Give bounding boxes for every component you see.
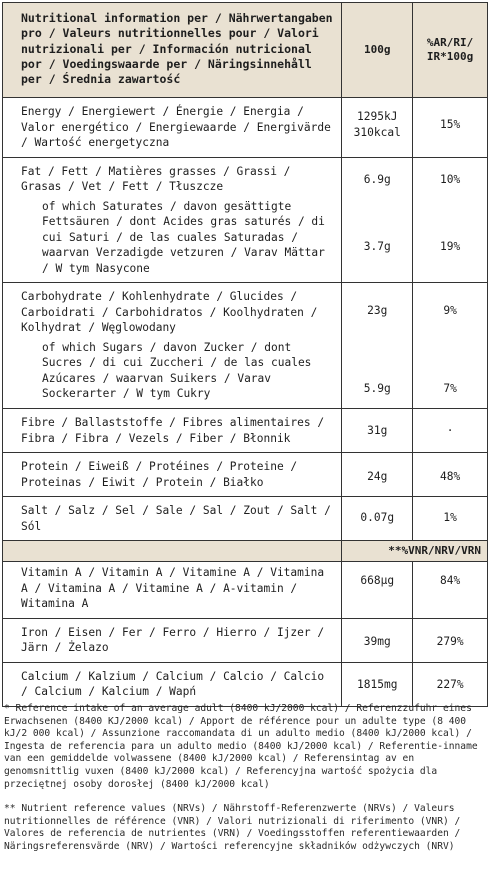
column-header-amount: 100g [363, 43, 391, 56]
sub-nutrient-percent: 7% [443, 382, 457, 396]
header-ri-cell [413, 3, 488, 98]
nutrient-value: 1295kJ 310kcal [353, 110, 401, 139]
nrv-footnote: ** Nutrient reference values (NRVs) / Nährstoff-Referenzwerte (NRVs) / Valeurs nutritionnelles de référence (VNR) / Valori nutrizionali di riferimento (VNR) / Valores de referencia de nutrientes (VRN) / Voedingsstoffen referentiewaarden / Näringsreferensvärde (NRV) / Wartości referencyjne składników odżywczych (NRV) [4, 803, 461, 852]
reference-intake-footnote: * Reference intake of an average adult (8400 kJ/2000 kcal) / Referenzzufuhr eines Erwachsenen (8400 KJ/2000 kcal) / Apport de référence pour un adulte type (8 400 kJ/2 000 kcal) / Assunzione raccomandata di un adulto medio (8400 kJ/2000 kcal) / Ingesta de referencia para un adulto medio (8400 kJ/2000 kcal) / Referentie-inname van een gemiddelde volwassene (8400 kJ/2000 kcal) / Referensintag av en genomsnittlig vuxen (8400 kJ/2000 kcal) / Referencyjna wartość spożycia dla przeciętnej osoby dorosłej (8400 kJ/2000 kcal) [4, 703, 478, 790]
table-row [3, 98, 488, 158]
nutrient-label: Carbohydrate / Kohlenhydrate / Glucides / Carboidrati / Carbohidratos / Koolhydraten / Kolhydrat / Węglowodany [21, 290, 318, 335]
nutrient-label: Energy / Energiewert / Énergie / Energia / Valor energético / Energiewaarde / Energivärde / Wartość energetyczna [21, 105, 331, 150]
table-row [3, 662, 488, 706]
nutrition-table [2, 2, 488, 707]
column-header-ri: %AR/RI/ IR*100g [426, 36, 474, 63]
table-row [3, 562, 488, 619]
sub-nutrient-value: 5.9g [363, 382, 391, 396]
sub-nutrient-label: of which Saturates / davon gesättigte Fettsäuren / dont Acides gras saturés / di cui Saturi / de las cuales Saturadas / waarvan Verzadigde vetzuren / Varav Mättar / W tym Nasycone [42, 199, 325, 275]
vitamin-header: **%VNR/NRV/VRN [342, 541, 488, 562]
sub-nutrient-percent: 19% [439, 239, 461, 253]
table-row [3, 618, 488, 662]
nutrient-percent: 10% [439, 172, 461, 186]
nutrient-value: 24g [367, 470, 388, 484]
table-row [3, 453, 488, 497]
nutrient-value: 0.07g [360, 511, 395, 525]
sub-nutrient-label: of which Sugars / davon Zucker / dont Sucres / di cui Zuccheri / de las cuales Azúcares / waarvan Suikers / Varav Sockerarter / W tym Cukry [42, 340, 312, 401]
nutrient-label: Protein / Eiweiß / Protéines / Proteine / Proteinas / Eiwit / Protein / Białko [21, 460, 298, 489]
nutrient-percent: 15% [439, 118, 461, 132]
table-title: Nutritional information per / Nährwertangaben pro / Valeurs nutritionnelles pour / Valori nutrizionali per / Información nutricional por / Voedingswaarde per / Näringsinnehåll per / Średnia zawartość [21, 11, 333, 87]
nutrient-value: 6.9g [363, 172, 391, 186]
table-row [3, 283, 488, 409]
nutrient-percent: 1% [443, 511, 457, 525]
vitamin-value: 1815mg [357, 677, 398, 691]
nutrient-label: Fibre / Ballaststoffe / Fibres alimentaires / Fibra / Fibra / Vezels / Fiber / Błonnik [21, 416, 325, 445]
sub-nutrient-value: 3.7g [363, 239, 391, 253]
table-row [3, 497, 488, 541]
nutrient-label: Fat / Fett / Matières grasses / Grassi / Grasas / Vet / Fett / Tłuszcze [21, 164, 291, 194]
header-title-cell [3, 3, 342, 98]
vitamin-percent: 279% [436, 634, 464, 648]
vitamin-value: 39mg [363, 634, 391, 648]
vitamin-header-row [3, 541, 488, 562]
table-row [3, 409, 488, 453]
vitamin-value: 668µg [360, 574, 395, 588]
nutrient-percent: . [446, 421, 454, 435]
nutrient-label: Salt / Salz / Sel / Sale / Sal / Zout / Salt / Sól [21, 504, 331, 533]
vitamin-label: Vitamin A / Vitamin A / Vitamine A / Vitamina A / Vitamina A / Vitamine A / A-vitamin / Witamina A [21, 566, 325, 611]
nutrient-percent: 9% [443, 304, 457, 318]
table-row [3, 157, 488, 283]
nutrient-value: 23g [367, 304, 388, 318]
vitamin-percent: 227% [436, 677, 464, 691]
vitamin-percent: 84% [439, 574, 461, 588]
nutrient-percent: 48% [439, 470, 461, 484]
vitamin-label: Calcium / Kalzium / Calcium / Calcio / Calcio / Calcium / Kalcium / Wapń [21, 669, 325, 699]
footnotes [4, 703, 488, 866]
table-header-row [3, 3, 488, 98]
nutrient-value: 31g [367, 424, 388, 438]
header-amount-cell [342, 3, 413, 98]
vitamin-label: Iron / Eisen / Fer / Ferro / Hierro / Ijzer / Järn / Żelazo [21, 625, 325, 655]
